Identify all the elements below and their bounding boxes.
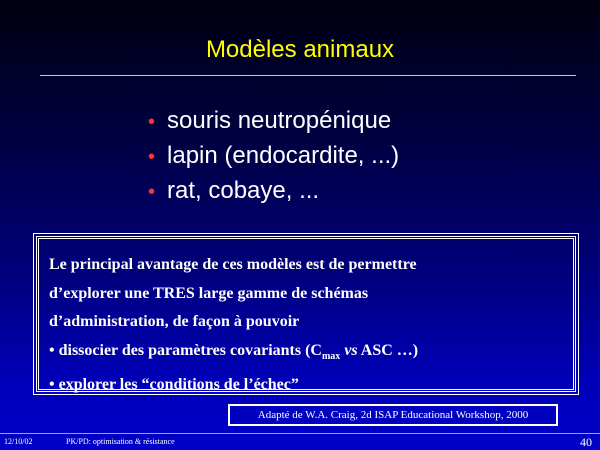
covariant-prefix: • dissocier des paramètres covariants (C bbox=[49, 341, 322, 359]
bullet-item bbox=[148, 174, 399, 209]
slide-title: Modèles animaux bbox=[205, 36, 395, 63]
bullet-list bbox=[148, 104, 399, 209]
bullet-text: lapin (endocardite, ...) bbox=[167, 142, 400, 169]
title-divider bbox=[40, 75, 576, 76]
source-citation: Adapté de W.A. Craig, 2d ISAP Educational Workshop, 2000 bbox=[228, 404, 558, 426]
footer-course: PK/PD: optimisation & résistance bbox=[66, 437, 175, 446]
bullet-text: rat, cobaye, ... bbox=[167, 177, 320, 204]
bullet-item bbox=[148, 104, 399, 139]
highlight-line bbox=[49, 337, 569, 372]
footer-divider bbox=[0, 433, 600, 434]
bullet-text: souris neutropénique bbox=[167, 107, 392, 134]
highlight-line: d’administration, de façon à pouvoir bbox=[49, 313, 300, 330]
highlight-box bbox=[36, 236, 576, 392]
vs-text: vs bbox=[344, 341, 358, 359]
bullet-item bbox=[148, 139, 399, 174]
bullet-dot-icon: • bbox=[148, 146, 156, 168]
bullet-dot-icon: • bbox=[148, 181, 156, 203]
cmax-subscript: max bbox=[321, 350, 341, 362]
highlight-text bbox=[49, 251, 569, 400]
highlight-line: d’explorer une TRES large gamme de schémas bbox=[49, 284, 369, 302]
footer-date: 12/10/02 bbox=[4, 437, 33, 446]
highlight-line: Le principal avantage de ces modèles est de permettre bbox=[49, 256, 417, 273]
highlight-line: • explorer les “conditions de l’échec” bbox=[49, 376, 299, 394]
bullet-dot-icon: • bbox=[148, 111, 156, 133]
covariant-suffix: ASC …) bbox=[360, 341, 419, 359]
page-number: 40 bbox=[580, 435, 592, 449]
